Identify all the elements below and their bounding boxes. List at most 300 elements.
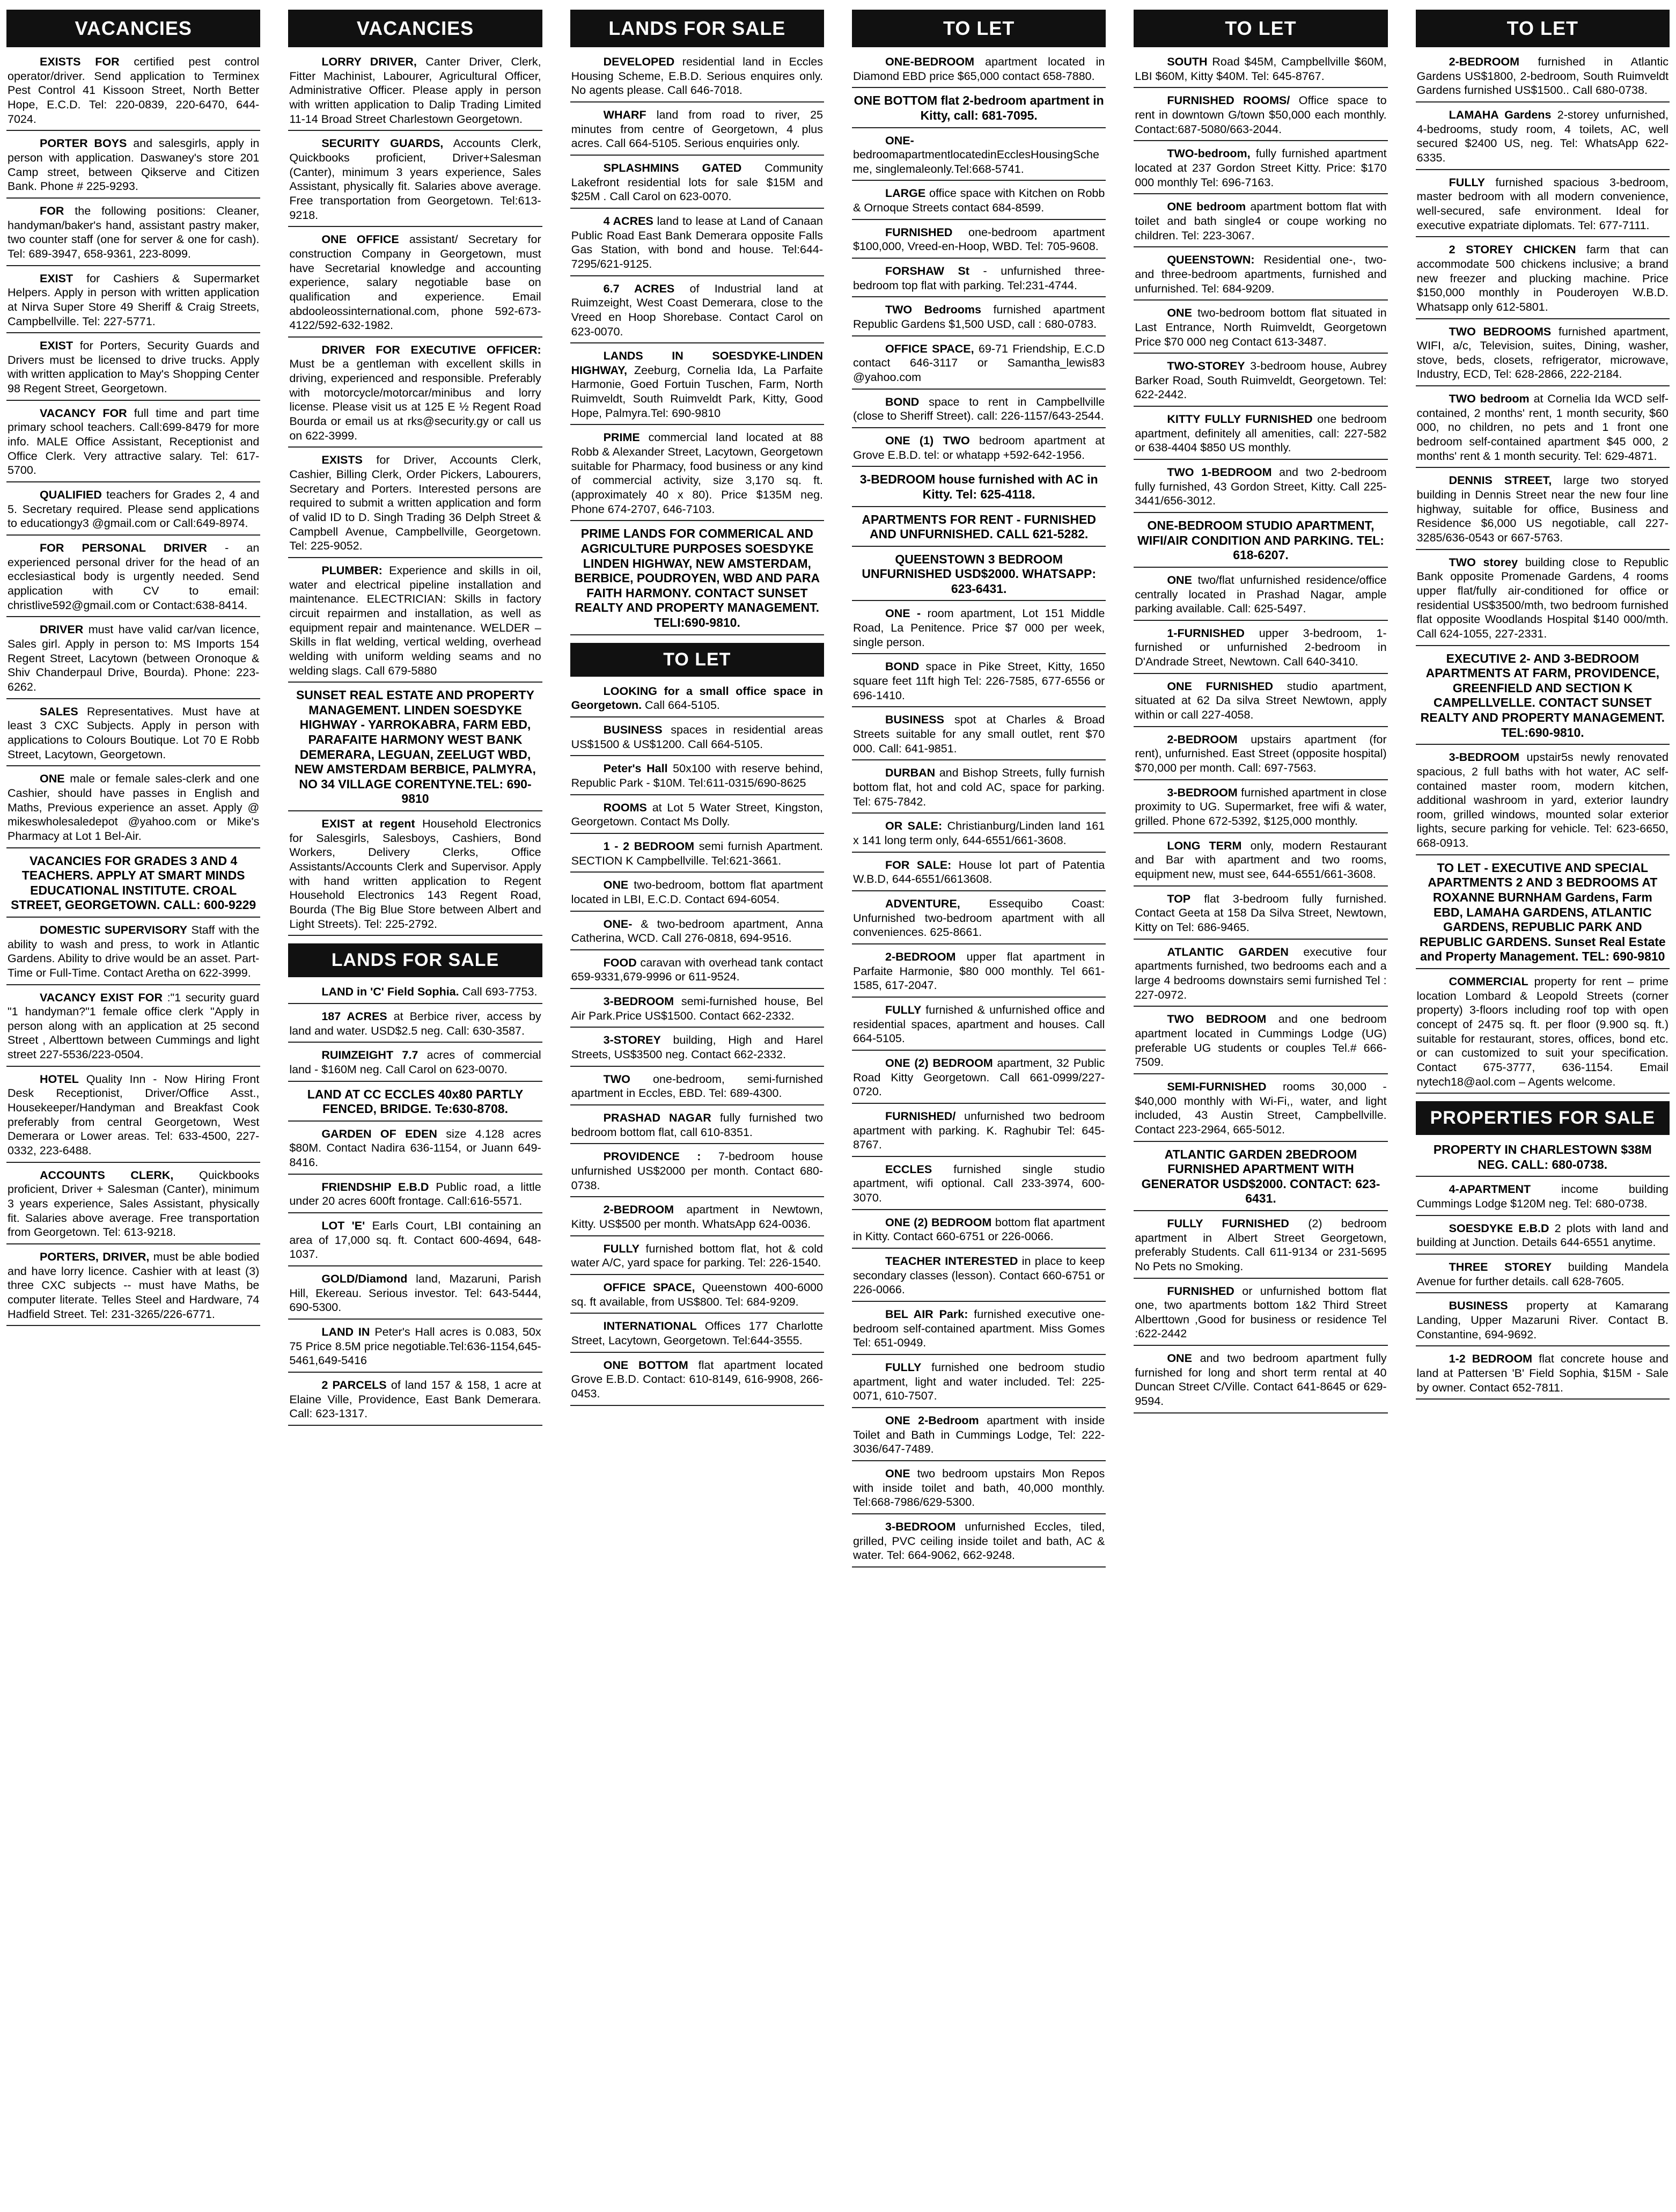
ad-lead: BUSINESS — [603, 723, 663, 736]
ad-lead: SECURITY GUARDS, — [321, 137, 444, 150]
ad-lead: PRASHAD NAGAR — [603, 1111, 711, 1125]
ad-lead: QUALIFIED — [40, 488, 102, 502]
classified-ad — [1134, 144, 1387, 194]
ad-lead: FULLY — [603, 1242, 639, 1255]
ad-lead: TWO-bedroom, — [1167, 147, 1251, 160]
section-header-to-let: TO LET — [1134, 10, 1387, 47]
ad-text: fully furnished two bedroom bottom flat, call 610-8351. — [571, 1111, 823, 1139]
classified-ad — [852, 948, 1106, 998]
ad-text: teachers for Grades 2, 4 and 5. Secretary required. Please send applications to educationgy3 @gmail.com or Call:649-8974. — [8, 488, 260, 530]
classified-ad — [288, 341, 542, 448]
ad-lead: ONE (2) BEDROOM — [885, 1215, 992, 1229]
classified-ad — [570, 53, 824, 102]
ad-lead: HOTEL — [40, 1072, 79, 1086]
classified-ad — [6, 539, 260, 617]
ad-text: full time and part time primary school teachers. Call:699-8479 for more info. MALE Office Assistant, Receptionist and Office Clerk. Very attractive salary. Tel: 617-5700. — [8, 406, 260, 477]
ad-text: 3-bedroom house, Aubrey Barker Road, South Ruimveldt, Georgetown. Tel: 622-2442. — [1135, 360, 1387, 401]
classified-ad — [570, 428, 824, 521]
ad-text: fully furnished apartment located at 237 Gordon Street Kitty. Price: $170 000 monthly Tel: 696-7163. — [1135, 147, 1387, 189]
classified-ad — [6, 336, 260, 401]
ad-lead: ONE — [1167, 1352, 1192, 1365]
classified-ad — [570, 837, 824, 873]
classified-ad — [1134, 890, 1387, 940]
ad-lead: THREE STOREY — [1449, 1261, 1552, 1274]
ad-list — [1416, 1140, 1670, 1400]
ad-text: furnished in Atlantic Gardens US$1800, 2-bedroom, South Ruimveldt Gardens furnished US$1500.. Call 680-0738. — [1416, 55, 1668, 97]
classified-ad — [1416, 1297, 1670, 1346]
ad-text: one-bedroom, semi-furnished apartment in Eccles, EBD. Tel: 689-4300. — [571, 1072, 823, 1100]
ad-lead: KITTY FULLY FURNISHED — [1167, 413, 1313, 426]
ad-lead: FULLY FURNISHED — [1167, 1217, 1289, 1230]
ad-text: furnished executive one-bedroom self-contained apartment. Miss Gomes Tel: 651-0949. — [853, 1308, 1105, 1350]
ad-lead: DRIVER FOR EXECUTIVE OFFICER: — [321, 343, 541, 356]
ad-text: large two storyed building in Dennis Street near the new four line highway, suitable for office, Business and Residence $6,000 US negotiable, call 227-3285/636-0543 or 667-5763. — [1416, 474, 1668, 545]
classified-ad — [1134, 1214, 1387, 1279]
ad-text: one-bedroom apartment $100,000, Vreed-en-Hoop, WBD. Tel: 705-9608. — [853, 225, 1105, 253]
classified-ad: APARTMENTS FOR RENT - FURNISHED AND UNFURNISHED. CALL 621-5282. — [852, 510, 1106, 547]
ad-lead: FOR PERSONAL DRIVER — [40, 541, 207, 555]
classified-ad — [288, 983, 542, 1004]
classified-ad — [1134, 1282, 1387, 1346]
ad-text: spot at Charles & Broad Streets suitable for any small outlet, rent $70 000. Call: 641-9851. — [853, 713, 1105, 755]
classified-ad — [852, 53, 1106, 88]
ad-lead: BUSINESS — [1449, 1299, 1508, 1313]
ad-text: furnished apartment, WIFI, a/c, Television, suites, Dining, washer, stove, beds, closets, refrigerator, microwave, Industry, ECD, Tel: 628-2866, 222-2184. — [1416, 325, 1668, 381]
classified-ad — [570, 682, 824, 717]
classified-ad: VACANCIES FOR GRADES 3 AND 4 TEACHERS. APPLY AT SMART MINDS EDUCATIONAL INSTITUTE. CROAL STREET, GEORGETOWN. CALL: 600-9229 — [6, 852, 260, 918]
ad-lead: 2-BEDROOM — [885, 950, 956, 963]
classified-ad — [6, 921, 260, 985]
section-header-lands-for-sale: LANDS FOR SALE — [570, 10, 824, 47]
ad-text: flat concrete house and land at Pattersen 'B' Field Sophia, $15M - Sale by owner. Contact 652-7811. — [1416, 1352, 1668, 1394]
ad-text: space in Pike Street, Kitty, 1650 square feet 11ft high Tel: 226-7585, 677-6556 or 696-1410. — [853, 660, 1105, 702]
classified-ad — [1416, 390, 1670, 468]
section-header-to-let: TO LET — [1416, 10, 1670, 47]
ad-text: Staff with the ability to wash and press, to work in Atlantic Gardens. Ability to drive would be an asset. Part-Time or Full-Time. Contact Aretha on 622-3999. — [8, 923, 260, 979]
classified-ad: QUEENSTOWN 3 BEDROOM UNFURNISHED USD$2000. WHATSAPP: 623-6431. — [852, 550, 1106, 602]
ad-lead: 3-BEDROOM — [1167, 786, 1238, 799]
classified-ad — [6, 620, 260, 699]
ad-text: Earls Court, LBI containing an area of 17,000 sq. ft. Contact 600-4694, 648-1037. — [289, 1219, 541, 1261]
ad-text: must be able bodied and have lorry licence. Cashier with at least (3) three CXC subjects -- must have Maths, be computer literate. Telles Steel and Hardware, 74 Hadfield Street. Tel: 231-3265/226-6771. — [8, 1250, 260, 1321]
ad-lead: DURBAN — [885, 766, 936, 780]
classified-ad — [6, 1166, 260, 1244]
ad-text: upstair5s newly renovated spacious, 2 full baths with hot water, AC self-contained master room, modern kitchen, additional washroom in yard, exterior laundry room, grilled windows, mounted solar exterior lights, secure parking for vehicle. Tel: 623-6650, 668-0913. — [1416, 751, 1668, 850]
classified-ad — [570, 721, 824, 756]
ad-lead: PRIME — [603, 431, 640, 444]
classified-ad — [852, 431, 1106, 467]
classified-ad: LAND AT CC ECCLES 40x80 PARTLY FENCED, BRIDGE. Te:630-8708. — [288, 1085, 542, 1122]
classified-ad — [288, 561, 542, 683]
section-header-to-let: TO LET — [852, 10, 1106, 47]
column-5 — [1134, 10, 1387, 2207]
ad-lead: ONE — [1167, 573, 1192, 587]
classified-ad — [6, 134, 260, 199]
classified-ad — [288, 451, 542, 558]
ad-text: two-bedroom, bottom flat apartment located in LBI, E.C.D. Contact 694-6054. — [571, 878, 823, 906]
ad-lead: LANDS IN SOESDYKE-LINDEN HIGHWAY, — [571, 349, 823, 377]
classified-ad — [570, 159, 824, 209]
ad-text: apartment with inside Toilet and Bath in Cummings Lodge, Tel: 222-3036/647-7489. — [853, 1414, 1105, 1456]
ad-text: at Berbice river, access by land and water. USD$2.5 neg. Call: 630-3587. — [289, 1010, 541, 1037]
classified-ad: PROPERTY IN CHARLESTOWN $38M NEG. CALL: 680-0738. — [1416, 1140, 1670, 1177]
column-3 — [570, 10, 824, 2207]
ad-text: flat apartment located Grove E.B.D. Contact: 610-8149, 616-9908, 266-0453. — [571, 1358, 824, 1400]
classified-ad — [1416, 53, 1670, 102]
ad-text: office space with Kitchen on Robb & Ornoque Streets contact 684-8599. — [853, 187, 1105, 215]
classified-ad — [1134, 197, 1387, 247]
classified-ad — [288, 1178, 542, 1213]
ad-lead: ONE- — [885, 134, 914, 147]
classified-ad — [288, 1125, 542, 1175]
ad-lead: OFFICE SPACE, — [885, 342, 974, 355]
ad-lead: BEL AIR Park: — [885, 1308, 968, 1321]
ad-list — [1416, 53, 1670, 1094]
ad-lead: 4 ACRES — [603, 214, 653, 228]
ad-lead: FURNISHED ROOMS/ — [1167, 94, 1290, 107]
classified-ad: ONE BOTTOM flat 2-bedroom apartment in Kitty, call: 681-7095. — [852, 91, 1106, 128]
ad-lead: 2-BEDROOM — [1167, 733, 1238, 746]
ad-lead: ATLANTIC GARDEN — [1167, 945, 1289, 958]
classified-ad — [852, 895, 1106, 944]
ad-text: two bedroom upstairs Mon Repos with inside toilet and bath, 40,000 monthly. Tel:668-7986/629-5300. — [853, 1467, 1105, 1509]
classified-ad — [1416, 323, 1670, 387]
ad-text: apartment in Newtown, Kitty. US$500 per month. WhatsApp 624-0036. — [571, 1203, 823, 1230]
ad-text: rooms 30,000 - $40,000 monthly with Wi-Fi,, water, and light included, 43 Austin Street, Campbellville. Contact 223-2964, 665-5012. — [1135, 1080, 1387, 1136]
ad-text: Community Lakefront residential lots for sale $15M and $25M . Call Carol on 623-0070. — [571, 161, 823, 203]
ad-text: Queenstown 400-6000 sq. ft available, from US$800. Tel: 684-9209. — [571, 1280, 823, 1308]
ad-text: apartment, 32 Public Road Kitty Georgetown. Call 661-0999/227-0720. — [853, 1056, 1105, 1098]
ad-lead: TWO 1-BEDROOM — [1167, 466, 1272, 479]
ad-lead: 6.7 ACRES — [603, 282, 675, 295]
classified-ad: TO LET - EXECUTIVE AND SPECIAL APARTMENTS 2 AND 3 BEDROOMS AT ROXANNE BURNHAM Gardens, Farm EBD, LAMAHA GARDENS, ATLANTIC GARDENS, REPUBLIC PARK AND REPUBLIC GARDENS. Sunset Real Estate and Property Management. TEL: 690-9810 — [1416, 859, 1670, 969]
ad-text: Quickbooks proficient, Driver + Salesman (Canter), minimum 3 years experience, Sales Assistant, physically fit. Salaries above average. Free transportation from Georgetown. Tel: 613-9218. — [8, 1168, 260, 1239]
ad-text: Canter Driver, Clerk, Fitter Machinist, Labourer, Agricultural Officer, Administrative Officer. Please apply in person with written application to Dalip Trading Limited 11-14 Broad Street Charlestown Georgetown. — [289, 55, 541, 126]
ad-text: Road $45M, Campbellville $60M, LBI $60M, Kitty $40M. Tel: 645-8767. — [1135, 55, 1387, 83]
classified-ad — [852, 262, 1106, 297]
ad-text: furnished spacious 3-bedroom, master bedroom with all modern convenience, well-secured, safe environment. Ideal for executive expatriate diplomats. Tel: 677-7111. — [1416, 175, 1668, 232]
ad-text: in place to keep secondary classes (lesson). Contact 660-6751 or 226-0066. — [853, 1255, 1105, 1297]
ad-lead: 1 - 2 BEDROOM — [603, 839, 695, 853]
ad-lead: SEMI-FURNISHED — [1167, 1080, 1267, 1093]
ad-lead: 1-FURNISHED — [1167, 626, 1245, 640]
ad-text: (2) bedroom apartment in Albert Street Georgetown, preferably Students. Call 611-9134 or 231-5695 No Pets no Smoking. — [1135, 1217, 1387, 1273]
classified-ad — [1416, 1258, 1670, 1293]
ad-lead: TWO-STOREY — [1167, 360, 1245, 373]
classified-ad — [852, 1305, 1106, 1355]
ad-lead: DEVELOPED — [603, 55, 675, 68]
ad-lead: LOOKING for a small office space in Georgetown. — [571, 684, 823, 712]
classified-ad — [852, 1213, 1106, 1249]
ad-text: furnished bottom flat, hot & cold water A/C, yard space for parking. Tel: 226-1540. — [571, 1242, 823, 1270]
ad-lead: EXIST — [40, 339, 73, 353]
ad-lead: FOOD — [603, 956, 637, 969]
classified-ad — [852, 1358, 1106, 1408]
ad-list — [6, 53, 260, 1326]
ad-lead: SPLASHMINS GATED — [603, 161, 742, 174]
ad-text: Public road, a little under 20 acres 600ft frontage. Call:616-5571. — [289, 1180, 541, 1208]
ad-text: Accounts Clerk, Quickbooks proficient, Driver+Salesman (Canter), minimum 3 years experience, Sales Assistant, physically fit. Salaries above average. Free transportation from Georgetown. Tel:613-9218. — [289, 137, 541, 222]
ad-lead: SOUTH — [1167, 55, 1208, 68]
classified-ad — [1416, 972, 1670, 1094]
ad-text: Christianburg/Linden land 161 x 141 long term only, 644-6551/661-3608. — [853, 819, 1105, 847]
classified-ad — [1416, 173, 1670, 238]
ad-text: farm that can accommodate 500 chickens inclusive; a brand new freezer and plucking machine. Price $150,000 monthly in Pouderoyen W.B.D. Whatsapp only 612-5801. — [1416, 243, 1668, 313]
ad-lead: TOP — [1167, 892, 1191, 905]
ad-lead: GOLD/Diamond — [321, 1272, 408, 1286]
ad-text: Essequibo Coast: Unfurnished two-bedroom apartment with all conveniences. 625-8661. — [853, 897, 1105, 939]
ad-text: for Porters, Security Guards and Drivers must be licensed to drive trucks. Apply with written application to May's Shopping Center 98 Regent Street, Georgetown. — [8, 339, 260, 395]
ad-lead: EXIST at regent — [321, 817, 415, 830]
ad-lead: LOT 'E' — [321, 1219, 365, 1233]
classified-ad: 3-BEDROOM house furnished with AC in Kitty. Tel: 625-4118. — [852, 470, 1106, 507]
ad-text: and one bedroom apartment located in Cummings Lodge (UG) preferable UG students or couples Tel.# 666-7509. — [1135, 1013, 1387, 1069]
ad-text: of land 157 & 158, 1 acre at Elaine Ville, Providence, East Bank Demerara. Call: 623-1317. — [289, 1379, 541, 1420]
ad-lead: BOND — [885, 395, 920, 408]
classified-ad — [852, 1411, 1106, 1461]
classified-ad — [852, 184, 1106, 219]
classified-ad — [852, 657, 1106, 707]
classified-ad — [1134, 91, 1387, 141]
classified-ad — [288, 815, 542, 936]
classified-ad — [570, 1109, 824, 1144]
classified-ad — [1416, 106, 1670, 170]
classified-ad — [570, 106, 824, 156]
classified-ad — [852, 1518, 1106, 1568]
classified-ad — [6, 702, 260, 767]
ad-lead: RUIMZEIGHT 7.7 — [321, 1049, 418, 1062]
ad-text: upper 3-bedroom, 1-furnished or unfurnished 2-bedroom in D'Andrade Street, Newtown. Call 640-3410. — [1135, 626, 1387, 669]
classified-ad — [1134, 251, 1387, 301]
ad-text: Call 664-5105. — [645, 699, 720, 712]
ad-lead: ONE (2) BEDROOM — [885, 1056, 993, 1070]
ad-text: of Industrial land at Ruimzeight, West Coast Demerara, close to the Vreed en Hoop Shorebase. Contact Carol on 623-0070. — [571, 282, 823, 338]
ad-text: for Driver, Accounts Clerk, Cashier, Billing Clerk, Order Pickers, Labourers, Secretary and Porters. Interested persons are required to submit a written application and form of valid ID to D. Singh Trading 36 Delph Street & Campbell Avenue, Campbellville, Georgetown. Tel: 225-9052. — [289, 453, 541, 553]
classified-ad — [288, 134, 542, 227]
ad-lead: INTERNATIONAL — [603, 1320, 697, 1333]
ad-lead: 1-2 BEDROOM — [1449, 1352, 1533, 1366]
ad-text: furnished apartment in close proximity to UG. Supermarket, free wifi & water, grilled. Phone 672-5392, $125,000 monthly. — [1135, 786, 1387, 828]
classified-ad — [1134, 304, 1387, 354]
ad-text: 69-71 Friendship, E.C.D contact 646-3117 or Samantha_lewis83 @yahoo.com — [853, 342, 1105, 384]
classified-ad — [6, 988, 260, 1067]
ad-lead: DRIVER — [40, 623, 84, 636]
ad-text: & two-bedroom apartment, Anna Catherina, WCD. Call 276-0818, 694-9516. — [571, 917, 823, 945]
classified-ad — [852, 764, 1106, 814]
classified-ad — [1416, 1180, 1670, 1215]
ad-lead: LAND in 'C' Field Sophia. — [321, 985, 459, 999]
classified-ad — [6, 486, 260, 536]
ad-text: land from road to river, 25 minutes from centre of Georgetown, 4 plus acres. Call 664-5105. Serious enquiries only. — [571, 108, 824, 150]
ad-lead: EXISTS — [321, 453, 363, 467]
classified-ad — [288, 1217, 542, 1266]
ad-text: unfurnished Eccles, tiled, grilled, PVC ceiling inside toilet and bath, AC & water. Tel: 664-9062, 662-9248. — [853, 1520, 1105, 1562]
ad-list — [288, 983, 542, 1426]
classified-ad — [1416, 1219, 1670, 1255]
classified-ad: EXECUTIVE 2- AND 3-BEDROOM APARTMENTS AT FARM, PROVIDENCE, GREENFIELD AND SECTION K CAMPELLVELLE. CONTACT SUNSET REALTY AND PROPERTY MANAGEMENT. TEL:690-9810. — [1416, 649, 1670, 745]
classified-ad — [852, 1107, 1106, 1157]
classified-ad — [288, 53, 542, 131]
classified-ad — [1134, 677, 1387, 727]
classified-ad — [852, 1252, 1106, 1302]
classified-ad — [570, 347, 824, 425]
ad-text: furnished one bedroom studio apartment, light and water included. Tel: 225-0071, 610-7507. — [853, 1361, 1105, 1403]
ad-text: Peter's Hall acres is 0.083, 50x 75 Price 8.5M price negotiable.Tel:636-1154,645-5461,649-5416 — [289, 1325, 541, 1367]
ad-text: Office space to rent in downtown G/town $50,000 each monthly. Contact:687-5080/663-2044. — [1135, 94, 1387, 136]
ad-text: caravan with overhead tank contact 659-9331,679-9996 or 611-9524. — [571, 956, 823, 984]
classified-ad — [288, 1046, 542, 1081]
ad-lead: FRIENDSHIP E.B.D — [321, 1180, 429, 1193]
classified-ad — [852, 604, 1106, 654]
ad-lead: TWO — [603, 1072, 630, 1086]
section-header-to-let: TO LET — [570, 643, 824, 677]
ad-lead: PORTERS, DRIVER, — [40, 1250, 150, 1263]
ad-lead: 3-BEDROOM — [885, 1520, 956, 1533]
ad-lead: FORSHAW St — [885, 265, 969, 278]
classified-ad — [1134, 1010, 1387, 1074]
classified-ad — [852, 856, 1106, 891]
ad-lead: PORTER BOYS — [40, 137, 127, 150]
ad-text: building close to Republic Bank opposite Promenade Gardens, 4 rooms upper flat/fully air-conditioned for office or residential US$3500/mth, two bedroom furnished flat opposite Woodlands Hospital $140 000/mth. Call 624-1055, 227-2331. — [1416, 555, 1668, 640]
classified-ad — [570, 1070, 824, 1105]
classified-ad — [288, 1376, 542, 1426]
classified-ad — [6, 53, 260, 131]
ad-lead: ONE BOTTOM — [603, 1358, 688, 1372]
ad-text: and salesgirls, apply in person with application. Daswaney's store 201 Camp street, between Qikserve and Citizen Bank. Phone # 225-9293. — [8, 137, 260, 193]
ad-lead: FURNISHED/ — [885, 1109, 956, 1123]
ad-text: Experience and skills in oil, water and electrical pipeline installation and maintenance. ELECTRICIAN: Skills in factory circuit repairmen and installation, as well as equipment repair and maintenance. WELDER – Skills in flat welding, vertical welding, overhead welding with uniform welding seams and no welding slags. Call 679-5880 — [289, 564, 541, 677]
classified-ad — [1134, 1078, 1387, 1142]
ad-text: assistant/ Secretary for construction Company in Georgetown, must have Secretarial knowledge and accounting experience, salary negotiable base on qualification and experience. Email abdooleossinternational.com, phone 592-673-4122/592-632-1982. — [289, 233, 541, 332]
classified-ad — [6, 269, 260, 334]
classified-ad — [1134, 463, 1387, 513]
ad-lead: 2 STOREY CHICKEN — [1449, 243, 1576, 257]
ad-lead: ONE 2-Bedroom — [885, 1414, 979, 1427]
ad-lead: TWO Bedrooms — [885, 303, 981, 317]
ad-text: upstairs apartment (for rent), unfurnished. East Street (opposite hospital) $70,000 per month. Call: 697-7563. — [1135, 733, 1387, 775]
ad-lead: FURNISHED — [1167, 1284, 1234, 1298]
ad-text: apartment located in Diamond EBD price $65,000 contact 658-7880. — [853, 55, 1105, 83]
ad-lead: FULLY — [1449, 175, 1485, 189]
classified-ad — [852, 1464, 1106, 1514]
ad-text: building, High and Harel Streets, US$3500 neg. Contact 662-2332. — [571, 1034, 823, 1061]
ad-text: spaces in residential areas US$1500 & US$1200. Call 664-5105. — [571, 723, 823, 751]
ad-text: at Cornelia Ida WCD self-contained, 2 months' rent, 1 month security, $60 000, no children, no pets and 1 front one bedroom self-contained apartment $45 000, 2 months' rent & 1 month security. Tel: 629-4871. — [1416, 392, 1668, 463]
column-2 — [288, 10, 542, 2207]
ad-lead: FOR — [40, 204, 64, 217]
ad-text: building Mandela Avenue for further details. call 628-7605. — [1416, 1261, 1669, 1288]
ad-lead: TWO BEDROOMS — [1449, 325, 1552, 338]
ad-lead: ONE FURNISHED — [1167, 679, 1274, 693]
ad-text: bedroom apartment at Grove E.B.D. tel: or whatapp +592-642-1956. — [853, 434, 1105, 462]
ad-text: House lot part of Patentia W.B.D, 644-6551/6613608. — [853, 858, 1105, 886]
ad-lead: OFFICE SPACE, — [603, 1280, 695, 1294]
ad-text: income building Cummings Lodge $120M neg. Tel: 680-0738. — [1416, 1183, 1668, 1211]
classified-ad — [852, 817, 1106, 852]
ad-lead: ADVENTURE, — [885, 897, 960, 910]
ad-text: must have valid car/van licence, Sales girl. Apply in person to: MS Imports 154 Regent Street, Lacytown (between Oronoque & Shiv Chanderpaul Drive, Bourda). Phone: 223-6262. — [8, 623, 260, 693]
ad-text: 50x100 with reserve behind, Republic Park - $10M. Tel:611-0315/690-8625 — [571, 762, 823, 789]
ad-text: only, modern Restaurant and Bar with apartment and two rooms, equipment new, must see, 644-6551/661-3608. — [1135, 839, 1387, 881]
ad-text: 2-storey unfurnished, 4-bedrooms, study room, 4 toilets, AC, well secured $2400 US, neg. Tel: WhatsApp 622-6335. — [1416, 108, 1668, 164]
ad-lead: VACANCY FOR — [40, 406, 127, 420]
classified-ad — [852, 340, 1106, 390]
ad-text: Residential one-, two- and three-bedroom apartments, furnished and unfurnished. Tel: 684-9209. — [1135, 253, 1387, 295]
classified-ad — [1416, 748, 1670, 855]
ad-text: and two bedroom apartment fully furnished for long and short term rental at 40 Duncan Street C/Ville. Contact 641-8645 or 629-9594. — [1135, 1352, 1387, 1408]
ad-text: :"1 security guard "1 handyman?"1 female office clerk "Apply in person along with an application at 25 second Street , Alberttown between Cummings and light street 227-5536/223-0504. — [8, 991, 260, 1061]
ad-text: 7-bedroom house unfurnished US$2000 per month. Contact 680-0738. — [571, 1150, 823, 1192]
classified-ad — [1134, 410, 1387, 460]
classified-ad — [570, 876, 824, 911]
ad-text: acres of commercial land - $160M neg. Call Carol on 623-0070. — [289, 1049, 541, 1076]
ad-text: - unfurnished three-bedroom top flat with parking. Tel:231-4744. — [853, 265, 1105, 292]
classified-ad — [852, 711, 1106, 760]
ad-lead: 2 PARCELS — [321, 1379, 387, 1391]
classified-ad — [6, 770, 260, 848]
ad-lead: LAND IN — [321, 1325, 370, 1339]
ad-text: for Cashiers & Supermarket Helpers. Apply in person with written application at Nirva Super Store 49 Sheriff & Craig Streets, Campbellville. Tel: 227-5771. — [8, 272, 260, 328]
classified-ad — [852, 1054, 1106, 1104]
ad-text: property for rent – prime location Lombard & Leopold Streets (corner property) 3-floors including roof top with open concept of 2475 sq. ft. per floor (9.900 sq. ft.) suitable for restaurant, stores, offices, bond etc. or can customized to suit your specification. Contact 675-3777, 636-1154. Email nytech18@aol.com – Agents welcome. — [1416, 975, 1668, 1088]
section-header-lands-for-sale: LANDS FOR SALE — [288, 943, 542, 977]
ad-lead: TWO bedroom — [1449, 392, 1530, 406]
ad-text: bedroomapartmentlocatedinEcclesHousingScheme, singlemaleonly.Tel:668-5741. — [853, 148, 1099, 175]
classified-ad — [570, 280, 824, 344]
ad-text: room apartment, Lot 151 Middle Road, La Penitence. Price $7 000 per week, single person. — [853, 607, 1105, 649]
classified-ad — [6, 1248, 260, 1326]
ad-text: and Bishop Streets, fully furnish bottom flat, hot and cold AC, space for parking. Tel: 675-7842. — [853, 766, 1105, 808]
classified-ad — [1416, 471, 1670, 550]
column-6 — [1416, 10, 1670, 2207]
ad-lead: PLUMBER: — [321, 564, 383, 577]
ad-text: Household Electronics for Salesgirls, Salesboys, Cashiers, Bond Workers, Delivery Clerks, Office Assistants/Accounts Clerk and Supervisor. Apply with hand written application to Regent Household Electronics 143 Regent Road, Bourda (The Big Blue Store between Albert and Light Streets). Tel: 225-2792. — [289, 817, 541, 931]
ad-lead: ONE — [885, 1467, 910, 1480]
ad-text: land to lease at Land of Canaan Public Road East Bank Demerara opposite Falls Gas Station, with bond and house. Tel:644-7295/621-9125. — [571, 214, 823, 270]
classified-ad: ONE-BEDROOM STUDIO APARTMENT, WIFI/AIR CONDITION AND PARKING. TEL: 618-6207. — [1134, 516, 1387, 568]
ad-text: semi-furnished house, Bel Air Park.Price US$1500. Contact 662-2332. — [571, 995, 823, 1022]
classified-ad: ATLANTIC GARDEN 2BEDROOM FURNISHED APARTMENT WITH GENERATOR USD$2000. CONTACT: 623-6431. — [1134, 1145, 1387, 1211]
ad-lead: ONE OFFICE — [321, 233, 399, 246]
classified-ad — [1134, 783, 1387, 833]
ad-lead: VACANCY EXIST FOR — [40, 991, 163, 1004]
ad-lead: ONE — [603, 878, 629, 892]
classified-ad — [570, 1240, 824, 1275]
ad-text: one bedroom apartment, definitely all amenities, call: 227-582 or 638-4404 $850 US monthly. — [1135, 413, 1387, 455]
ad-text: Call 693-7753. — [462, 985, 538, 999]
ad-lead: FULLY — [885, 1361, 922, 1374]
ad-lead: WHARF — [603, 108, 646, 121]
ad-text: unfurnished two bedroom apartment with parking. K. Raghubir Tel: 645-8767. — [853, 1109, 1105, 1152]
ad-text: furnished single studio apartment, wifi optional. Call 233-3974, 600-3070. — [853, 1162, 1105, 1205]
ad-lead: QUEENSTOWN: — [1167, 253, 1255, 267]
classified-ad — [570, 992, 824, 1028]
ad-text: two/flat unfurnished residence/office centrally located in Prashad Nagar, ample parking available. Call: 625-5497. — [1135, 573, 1387, 616]
ad-lead: OR SALE: — [885, 819, 943, 833]
classified-ad — [1416, 240, 1670, 319]
classified-ad — [852, 1160, 1106, 1210]
ad-text: commercial land located at 88 Robb & Alexander Street, Lacytown, Georgetown suitable for Pharmacy, food business or any kind of commercial activity, size 3,170 sq. ft. (approximately 40 x 80). Price $135M neg. Phone 674-2707, 646-7103. — [571, 431, 823, 516]
ad-text: apartment bottom flat with toilet and bath single4 or coupe working no children. Tel: 223-3067. — [1135, 200, 1387, 242]
classified-ad — [570, 1031, 824, 1066]
ad-lead: ACCOUNTS CLERK, — [40, 1168, 174, 1182]
ad-text: size 4.128 acres $80M. Contact Nadira 636-1154, or Juann 649-8416. — [289, 1127, 541, 1169]
ad-text: property at Kamarang Landing, Upper Mazaruni River. Contact B. Constantine, 694-9692. — [1416, 1299, 1668, 1341]
ad-lead: 3-BEDROOM — [603, 995, 674, 1008]
ad-text: male or female sales-clerk and one Cashier, should have passes in English and Maths, Previous experience an asset. Apply @ mikeswholesaledepot @yahoo.com or Mike's Pharmacy at Lot 1 Bel-Air. — [8, 772, 260, 843]
classified-ad — [288, 1007, 542, 1043]
ad-lead: LORRY DRIVER, — [321, 55, 417, 68]
